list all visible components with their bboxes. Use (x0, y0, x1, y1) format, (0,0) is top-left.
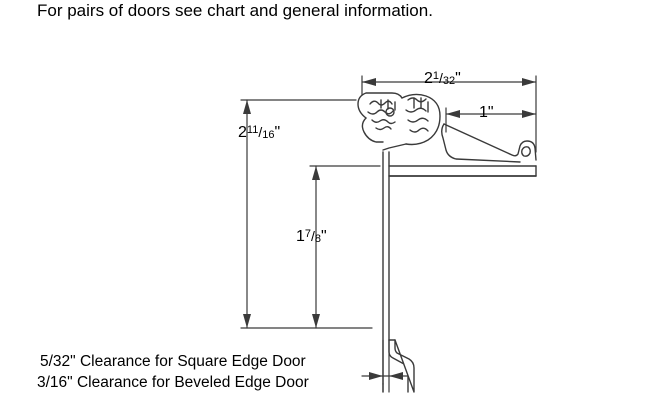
clearance-note-beveled-edge: 3/16" Clearance for Beveled Edge Door (37, 374, 309, 391)
dim-line-height-lower (310, 166, 380, 328)
pairs-of-doors-note: For pairs of doors see chart and general information. (37, 1, 433, 20)
label-width-inner: 1" (479, 104, 494, 121)
label-height-total: 211/16" (238, 124, 281, 141)
label-width-top: 21/32" (424, 70, 461, 87)
profile-horizontal-leaf (389, 166, 536, 176)
profile-vertical-leaf (383, 152, 414, 392)
label-height-lower: 17/8" (296, 228, 327, 245)
dim-line-clearance (362, 340, 410, 392)
profile-right-flange (442, 124, 536, 162)
clearance-note-square-edge: 5/32" Clearance for Square Edge Door (40, 353, 306, 370)
profile-knuckle-assembly (358, 93, 440, 150)
